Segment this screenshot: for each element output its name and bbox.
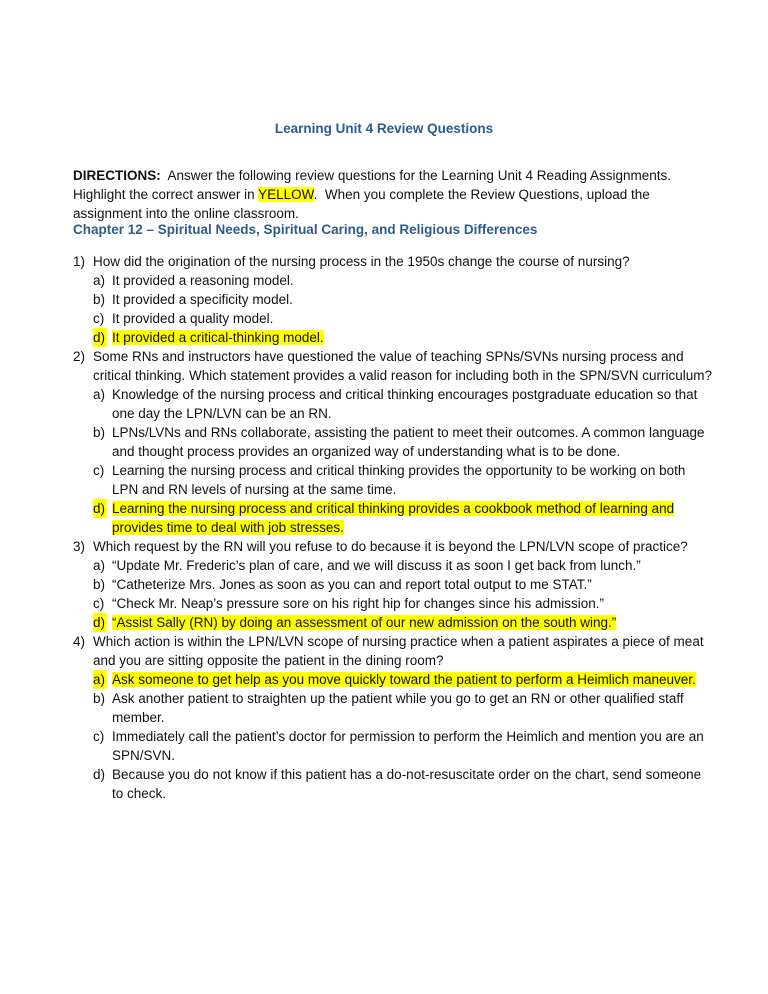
option-text: LPNs/LVNs and RNs collaborate, assisting the patient to meet their outcomes. A common language and thought process provides an organized way of understanding what is to be done. [112,425,705,459]
question-number: 4) [73,634,86,649]
option-b [93,575,713,594]
option-d-highlighted [93,613,713,632]
option-b [93,423,713,461]
option-letter: b) [93,425,106,440]
question-text: How did the origination of the nursing process in the 1950s change the course of nursing? [93,254,630,269]
option-a [93,271,713,290]
option-text: It provided a critical-thinking model. [112,330,324,345]
option-c [93,461,713,499]
question-text: Which request by the RN will you refuse to do because it is beyond the LPN/LVN scope of practice? [93,539,688,554]
option-text: Learning the nursing process and critical thinking provides the opportunity to be working on both LPN and RN levels of nursing at the same time. [112,463,686,497]
highlight-word: YELLOW [258,187,314,202]
option-letter: b) [93,577,106,592]
options-list [93,556,713,632]
question-1 [73,252,713,347]
option-c [93,727,713,765]
option-text: “Assist Sally (RN) by doing an assessment of our new admission on the south wing.” [112,615,617,630]
option-letter: a) [93,387,106,402]
option-letter: d) [93,501,106,516]
option-b [93,689,713,727]
option-a [93,385,713,423]
question-list [73,252,713,803]
option-text: Ask another patient to straighten up the patient while you go to get an RN or other qualified staff member. [112,691,684,725]
question-text: Which action is within the LPN/LVN scope of nursing practice when a patient aspirates a piece of meat and you are sitting opposite the patient in the dining room? [93,634,704,668]
option-letter: d) [93,330,106,345]
directions-paragraph [73,166,713,223]
options-list [93,271,713,347]
option-c [93,309,713,328]
question-number: 2) [73,349,86,364]
options-list [93,385,713,537]
option-text: It provided a quality model. [112,311,274,326]
option-text: It provided a reasoning model. [112,273,294,288]
option-d [93,765,713,803]
option-letter: c) [93,729,105,744]
option-d-highlighted [93,499,713,537]
option-c [93,594,713,613]
option-letter: c) [93,311,105,326]
option-letter: b) [93,691,106,706]
directions-text-after: . When you complete the Review Questions, upload the assignment into the online classroom. [73,187,654,221]
document-title: Learning Unit 4 Review Questions [274,121,494,136]
question-number: 1) [73,254,86,269]
option-text: Immediately call the patient’s doctor for permission to perform the Heimlich and mention you are an SPN/SVN. [112,729,704,763]
option-text: “Update Mr. Frederic’s plan of care, and we will discuss it as soon I get back from lunch.” [112,558,641,573]
option-letter: b) [93,292,106,307]
option-letter: a) [93,672,106,687]
option-text: “Catheterize Mrs. Jones as soon as you can and report total output to me STAT.” [112,577,592,592]
option-d-highlighted [93,328,713,347]
option-letter: c) [93,463,105,478]
directions-text-before: Answer the following review questions for the Learning Unit 4 Reading Assignments. Highlight the correct answer in [73,168,675,202]
question-text: Some RNs and instructors have questioned the value of teaching SPNs/SVNs nursing process and critical thinking. Which statement provides a valid reason for including both in the SPN/SVN curriculum? [93,349,713,383]
directions-label: DIRECTIONS: [73,168,161,183]
question-4 [73,632,713,803]
option-text: “Check Mr. Neap’s pressure sore on his right hip for changes since his admission.” [112,596,604,611]
option-letter: d) [93,767,106,782]
option-letter: d) [93,615,106,630]
question-number: 3) [73,539,86,554]
option-letter: c) [93,596,105,611]
chapter-heading: Chapter 12 – Spiritual Needs, Spiritual Caring, and Religious Differences [73,222,538,237]
option-a-highlighted [93,670,713,689]
option-text: Ask someone to get help as you move quickly toward the patient to perform a Heimlich maneuver. [112,672,696,687]
option-text: It provided a specificity model. [112,292,293,307]
option-b [93,290,713,309]
options-list [93,670,713,803]
option-a [93,556,713,575]
question-3 [73,537,713,632]
option-letter: a) [93,273,106,288]
option-text: Learning the nursing process and critical thinking provides a cookbook method of learning and provides time to deal with job stresses. [112,501,675,535]
option-letter: a) [93,558,106,573]
option-text: Because you do not know if this patient has a do-not-resuscitate order on the chart, send someone to check. [112,767,702,801]
option-text: Knowledge of the nursing process and critical thinking encourages postgraduate education so that one day the LPN/LVN can be an RN. [112,387,698,421]
question-2 [73,347,713,537]
